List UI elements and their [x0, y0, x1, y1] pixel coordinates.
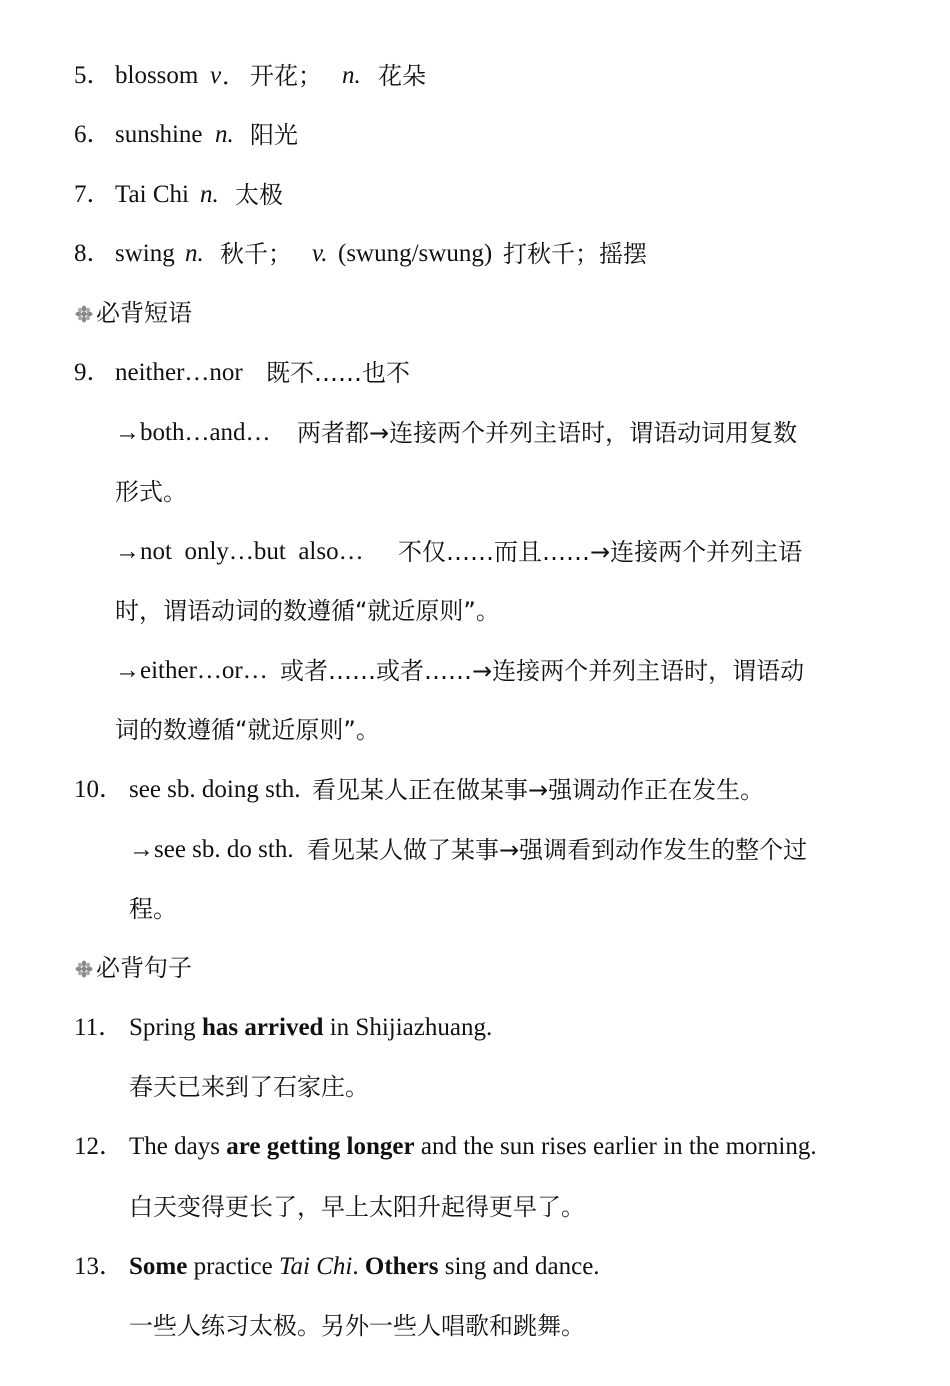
sentence-text — [129, 1247, 600, 1287]
usage-note: 程。 — [129, 895, 177, 923]
sentence-text — [129, 1008, 492, 1048]
usage-note: 看见某人做了某事→强调看到动作发生的整个过 — [307, 836, 808, 864]
phrase-9-notonly — [0, 532, 950, 572]
related-phrase: →both…and… — [115, 419, 271, 446]
definition: 太极 — [235, 181, 283, 209]
vocab-item-5 — [0, 56, 950, 96]
usage-note: 不仅……而且……→连接两个并列主语 — [398, 538, 803, 566]
phrase-meaning: 既不……也不 — [266, 359, 410, 387]
sentence-part: practice — [187, 1253, 279, 1280]
phrase-item-9 — [0, 353, 950, 393]
vocab-word: Tai Chi — [115, 181, 189, 208]
related-phrase: →not only…but also… — [115, 538, 364, 565]
pos-dot: ． — [222, 62, 246, 90]
part-of-speech: n. — [200, 181, 219, 208]
part-of-speech: v. — [312, 240, 328, 267]
translation: 一些人练习太极。另外一些人唱歌和跳舞。 — [129, 1312, 585, 1340]
item-number: 5． — [74, 62, 112, 89]
sentence-part: sing and dance. — [438, 1253, 600, 1280]
item-number: 6． — [74, 121, 112, 148]
phrase-9-either-cont — [0, 710, 950, 750]
usage-note: 看见某人正在做某事→强调动作正在发生。 — [312, 776, 765, 804]
section-heading-sentences — [74, 948, 192, 988]
definition: 打秋千；摇摆 — [503, 240, 647, 268]
definition: 花朵 — [378, 62, 426, 90]
translation: 白天变得更长了，早上太阳升起得更早了。 — [129, 1193, 585, 1221]
related-phrase: →see sb. do sth. — [129, 836, 294, 863]
item-number: 13． — [74, 1253, 125, 1280]
vocab-item-7 — [0, 175, 950, 215]
phrase-10-compare-cont — [0, 889, 950, 929]
phrase-text: neither…nor — [115, 359, 243, 386]
sentence-item-11 — [0, 1008, 950, 1048]
sentence-item-12 — [0, 1127, 950, 1167]
item-number: 9． — [74, 359, 112, 386]
vocab-word: blossom — [115, 62, 199, 89]
usage-note: 词的数遵循“就近原则”。 — [115, 716, 380, 744]
section-title: 必背句子 — [96, 954, 192, 982]
item-number: 7． — [74, 181, 112, 208]
section-heading-phrases — [74, 293, 192, 333]
flower-icon — [74, 304, 94, 324]
part-of-speech: n. — [215, 121, 234, 148]
usage-note: 两者都→连接两个并列主语时，谓语动词用复数 — [297, 419, 798, 447]
sentence-part: . — [352, 1253, 365, 1280]
past-forms: (swung/swung) — [338, 240, 493, 267]
vocab-item-8 — [0, 234, 950, 274]
definition: 秋千； — [220, 240, 292, 268]
phrase-10-compare — [0, 830, 950, 870]
vocab-word: swing — [115, 240, 175, 267]
key-phrase: has arrived — [201, 1014, 324, 1041]
phrase-9-either — [0, 651, 950, 691]
sentence-part: Spring — [129, 1014, 202, 1041]
vocab-item-6 — [0, 115, 950, 155]
key-phrase: are getting longer — [226, 1133, 415, 1160]
item-number: 8． — [74, 240, 112, 267]
key-word: Others — [364, 1253, 439, 1280]
part-of-speech: v — [210, 62, 222, 89]
flower-icon — [74, 959, 94, 979]
sentence-text — [129, 1127, 817, 1167]
sentence-item-13 — [0, 1247, 950, 1287]
phrase-text: see sb. doing sth. — [129, 776, 301, 803]
sentence-part: and the sun rises earlier in the morning. — [414, 1133, 817, 1160]
phrase-9-both — [0, 413, 950, 453]
section-title: 必背短语 — [96, 299, 192, 327]
phrase-item-10 — [0, 770, 950, 810]
item-number: 10． — [74, 776, 125, 803]
sentence-part: in Shijiazhuang. — [323, 1014, 493, 1041]
usage-note: 或者……或者……→连接两个并列主语时，谓语动 — [280, 657, 805, 685]
item-number: 11． — [74, 1014, 124, 1041]
usage-note: 时，谓语动词的数遵循“就近原则”。 — [115, 597, 500, 625]
key-word: Some — [129, 1253, 188, 1280]
phrase-9-notonly-cont — [0, 591, 950, 631]
definition: 阳光 — [250, 121, 298, 149]
related-phrase: →either…or… — [115, 657, 268, 684]
item-number: 12． — [74, 1133, 125, 1160]
sentence-13-translation — [0, 1306, 950, 1346]
definition: 开花； — [250, 62, 322, 90]
phrase-9-both-cont — [0, 472, 950, 512]
translation: 春天已来到了石家庄。 — [129, 1073, 369, 1101]
sentence-part: The days — [129, 1133, 227, 1160]
sentence-11-translation — [0, 1067, 950, 1107]
part-of-speech: n. — [342, 62, 361, 89]
italic-term: Tai Chi — [278, 1253, 353, 1280]
usage-note: 形式。 — [115, 478, 187, 506]
vocab-word: sunshine — [115, 121, 203, 148]
part-of-speech: n. — [185, 240, 204, 267]
sentence-12-translation — [0, 1187, 950, 1227]
